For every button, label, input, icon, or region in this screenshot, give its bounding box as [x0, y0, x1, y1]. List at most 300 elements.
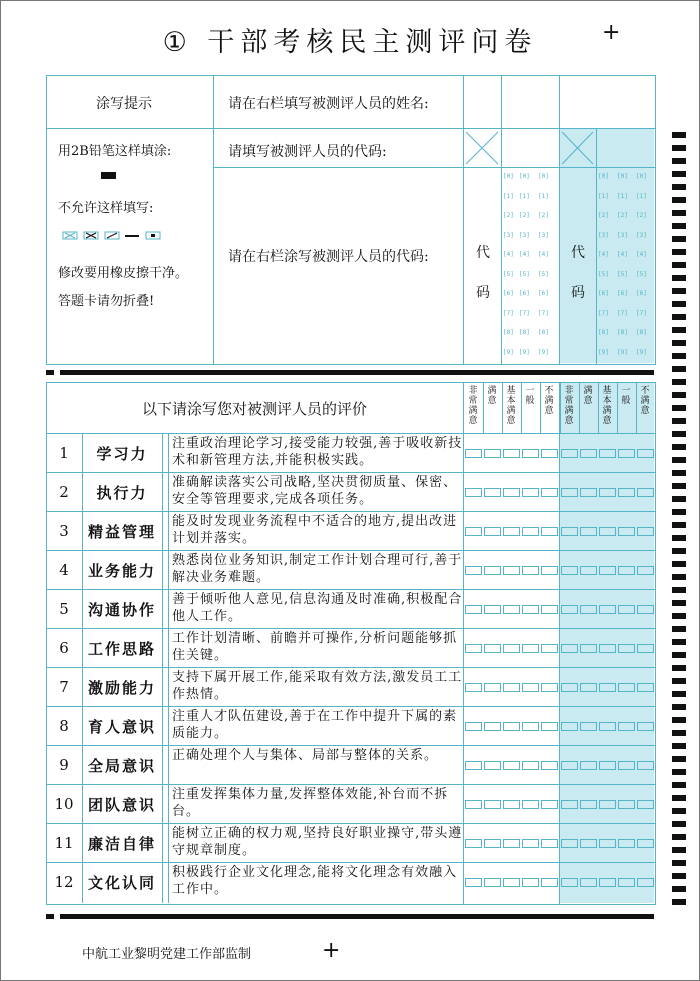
timing-mark — [672, 431, 686, 437]
timing-mark — [672, 353, 686, 359]
rating-bubble[interactable] — [637, 449, 654, 458]
rating-bubble[interactable] — [618, 527, 635, 536]
timing-mark — [672, 743, 686, 749]
rating-bubble[interactable] — [637, 527, 654, 536]
code-fill-prompt: 请在右栏涂写被测评人员的代码: — [228, 249, 429, 265]
code-bubble[interactable]: [2] — [636, 212, 647, 219]
code-bubble[interactable]: [5] — [519, 270, 530, 278]
rating-bubble[interactable] — [465, 761, 482, 770]
row-name-culture: 文化认同 — [87, 874, 156, 892]
code-bubble[interactable]: [6] — [598, 290, 609, 297]
row-name-lean-management: 精益管理 — [87, 523, 156, 541]
tip-fold: 答题卡请勿折叠! — [58, 294, 155, 309]
row-name-business: 业务能力 — [87, 562, 156, 580]
rating-bubble[interactable] — [580, 839, 597, 848]
rating-column-header: 一 般 — [525, 386, 535, 406]
code-bubble[interactable]: [0] — [538, 173, 549, 180]
rating-bubble[interactable] — [522, 644, 539, 653]
rating-bubble[interactable] — [541, 488, 558, 497]
rating-bubble[interactable] — [599, 839, 616, 848]
rating-bubble[interactable] — [561, 800, 578, 809]
row-number: 3 — [59, 522, 69, 540]
rating-bubble[interactable] — [465, 878, 482, 887]
timing-mark — [672, 522, 686, 528]
row-name-motivation: 激励能力 — [87, 679, 156, 697]
timing-mark — [672, 236, 686, 242]
code-bubble[interactable]: [6] — [519, 290, 530, 297]
timing-mark — [672, 834, 686, 840]
timing-mark — [672, 509, 686, 515]
rating-bubble[interactable] — [503, 644, 520, 653]
code-bubble[interactable]: [1] — [503, 192, 514, 200]
rating-bubble[interactable] — [618, 605, 635, 614]
row-name-integrity: 廉洁自律 — [87, 835, 156, 853]
code-bubble[interactable]: [8] — [503, 329, 514, 336]
code-bubble[interactable]: [2] — [598, 212, 609, 219]
timing-mark — [672, 600, 686, 606]
rating-bubble[interactable] — [522, 722, 539, 731]
code-bubble[interactable]: [2] — [617, 212, 628, 219]
code-bubble[interactable]: [3] — [503, 231, 514, 239]
timing-mark — [672, 249, 686, 255]
registration-mark-top: + — [602, 20, 621, 45]
footer-text: 中航工业黎明党建工作部监制 — [82, 947, 252, 962]
timing-mark — [672, 782, 686, 788]
row-number: 10 — [54, 795, 74, 813]
row-number: 9 — [59, 756, 69, 774]
rating-bubble[interactable] — [465, 605, 482, 614]
rating-bubble[interactable] — [484, 449, 501, 458]
rating-bubble[interactable] — [484, 683, 501, 692]
code-bubble[interactable]: [8] — [598, 329, 609, 336]
wrong-marks-example — [62, 229, 172, 243]
rating-bubble[interactable] — [541, 683, 558, 692]
rating-bubble[interactable] — [580, 683, 597, 692]
code-bubble[interactable]: [9] — [636, 348, 647, 356]
code-bubble[interactable]: [8] — [519, 329, 530, 336]
rating-bubble[interactable] — [618, 683, 635, 692]
tips-header: 涂写提示 — [96, 96, 152, 112]
rating-bubble[interactable] — [522, 488, 539, 497]
rating-bubble[interactable] — [541, 605, 558, 614]
rating-bubble[interactable] — [637, 683, 654, 692]
rating-bubble[interactable] — [541, 566, 558, 575]
rating-bubble[interactable] — [637, 878, 654, 887]
rating-bubble[interactable] — [522, 566, 539, 575]
rating-bubble[interactable] — [465, 488, 482, 497]
rating-bubble[interactable] — [580, 566, 597, 575]
rating-bubble[interactable] — [618, 878, 635, 887]
rating-bubble[interactable] — [522, 449, 539, 458]
code-bubble[interactable]: [6] — [503, 290, 514, 297]
rating-bubble[interactable] — [561, 761, 578, 770]
rating-bubble[interactable] — [465, 683, 482, 692]
row-number: 11 — [54, 834, 74, 852]
rating-bubble[interactable] — [503, 878, 520, 887]
code-bubble[interactable]: [5] — [598, 270, 609, 278]
code-bubble[interactable]: [8] — [636, 329, 647, 336]
code-bubble[interactable]: [5] — [617, 270, 628, 278]
row-desc-integrity: 能树立正确的权力观,坚持良好职业操守,带头遵守规章制度。 — [172, 826, 463, 858]
rating-column-header: 基 本 满 意 — [602, 386, 612, 426]
row-number: 7 — [59, 678, 69, 696]
code-bubble[interactable]: [5] — [636, 270, 647, 278]
rating-bubble[interactable] — [599, 761, 616, 770]
rating-bubble[interactable] — [637, 800, 654, 809]
code-bubble[interactable]: [6] — [636, 290, 647, 297]
row-name-execution: 执行力 — [96, 484, 148, 502]
timing-mark — [672, 158, 686, 164]
rating-column-header: 满 意 — [583, 386, 593, 406]
timing-mark — [672, 314, 686, 320]
code-bubble[interactable]: [6] — [538, 290, 549, 297]
timing-mark — [672, 132, 686, 138]
row-number: 4 — [59, 561, 69, 579]
rating-bubble[interactable] — [599, 644, 616, 653]
timing-mark — [672, 613, 686, 619]
tip-pencil: 用2B铅笔这样填涂: — [58, 144, 172, 159]
code-bubble[interactable]: [2] — [503, 212, 514, 219]
timing-mark — [672, 483, 686, 489]
timing-mark — [672, 457, 686, 463]
rating-bubble[interactable] — [599, 878, 616, 887]
rating-bubble[interactable] — [522, 683, 539, 692]
rating-bubble[interactable] — [541, 644, 558, 653]
rating-bubble[interactable] — [541, 449, 558, 458]
rating-bubble[interactable] — [637, 644, 654, 653]
rating-bubble[interactable] — [618, 566, 635, 575]
timing-mark — [672, 665, 686, 671]
timing-mark — [672, 535, 686, 541]
code-bubble[interactable]: [4] — [636, 251, 647, 258]
code-bubble[interactable]: [7] — [519, 309, 530, 317]
rating-bubble[interactable] — [599, 605, 616, 614]
rating-bubble[interactable] — [541, 527, 558, 536]
code-cross-box-1 — [463, 129, 501, 167]
rating-bubble[interactable] — [580, 800, 597, 809]
timing-mark — [672, 444, 686, 450]
rating-bubble[interactable] — [618, 449, 635, 458]
code-bubble[interactable]: [9] — [598, 348, 609, 356]
timing-mark — [672, 288, 686, 294]
name-prompt: 请在右栏填写被测评人员的姓名: — [228, 96, 429, 112]
timing-mark — [672, 730, 686, 736]
rating-bubble[interactable] — [561, 839, 578, 848]
timing-mark — [672, 652, 686, 658]
timing-mark — [672, 327, 686, 333]
timing-mark — [672, 197, 686, 203]
code-bubble[interactable]: [7] — [598, 309, 609, 317]
code-bubble[interactable]: [4] — [503, 251, 514, 258]
code-bubble[interactable]: [0] — [519, 173, 530, 180]
row-desc-communication: 善于倾听他人意见,信息沟通及时准确,积极配合他人工作。 — [172, 592, 463, 624]
timing-mark — [672, 678, 686, 684]
code-bubble[interactable]: [5] — [538, 270, 549, 278]
row-name-work-approach: 工作思路 — [87, 640, 156, 658]
rating-bubble[interactable] — [599, 800, 616, 809]
row-number: 2 — [59, 483, 69, 501]
code-bubble[interactable]: [4] — [617, 251, 628, 258]
timing-mark — [672, 899, 686, 905]
timing-mark — [672, 808, 686, 814]
row-desc-study: 注重政治理论学习,接受能力较强,善于吸收新技术和新管理方法,并能积极实践。 — [172, 436, 463, 468]
rating-bubble[interactable] — [503, 839, 520, 848]
rating-column-header: 基 本 满 意 — [506, 386, 516, 426]
rating-bubble[interactable] — [484, 878, 501, 887]
rating-bubble[interactable] — [484, 800, 501, 809]
timing-mark — [672, 496, 686, 502]
rating-bubble[interactable] — [541, 878, 558, 887]
code-bubble[interactable]: [9] — [538, 348, 549, 356]
rating-bubble[interactable] — [618, 644, 635, 653]
code-prompt: 请填写被测评人员的代码: — [228, 144, 387, 160]
code-bubble[interactable]: [9] — [519, 348, 530, 356]
timing-mark — [672, 275, 686, 281]
row-number: 5 — [59, 600, 69, 618]
separator-bar-top — [46, 370, 654, 376]
timing-mark — [672, 301, 686, 307]
rating-bubble[interactable] — [522, 605, 539, 614]
timing-mark — [672, 587, 686, 593]
rating-bubble[interactable] — [522, 527, 539, 536]
timing-mark — [672, 145, 686, 151]
rating-bubble[interactable] — [503, 605, 520, 614]
rating-bubble[interactable] — [561, 878, 578, 887]
rating-bubble[interactable] — [503, 527, 520, 536]
rating-bubble[interactable] — [618, 761, 635, 770]
code-bubble[interactable]: [0] — [598, 173, 609, 180]
rating-column-header: 不 满 意 — [640, 386, 650, 416]
registration-mark-bottom: + — [322, 938, 341, 963]
timing-mark — [672, 262, 686, 268]
rating-bubble[interactable] — [580, 878, 597, 887]
code-bubble[interactable]: [1] — [598, 192, 609, 200]
timing-mark — [672, 769, 686, 775]
row-number: 6 — [59, 639, 69, 657]
rating-bubble[interactable] — [561, 644, 578, 653]
timing-mark — [672, 717, 686, 723]
rating-bubble[interactable] — [637, 839, 654, 848]
code-bubble[interactable]: [4] — [519, 251, 530, 258]
code-bubble[interactable]: [1] — [636, 192, 647, 200]
rating-bubble[interactable] — [561, 488, 578, 497]
timing-mark — [672, 392, 686, 398]
rating-bubble[interactable] — [503, 449, 520, 458]
rating-bubble[interactable] — [580, 761, 597, 770]
timing-mark — [672, 847, 686, 853]
code-bubble[interactable]: [1] — [538, 192, 549, 200]
timing-mark — [672, 860, 686, 866]
rating-bubble[interactable] — [484, 761, 501, 770]
rating-bubble[interactable] — [484, 644, 501, 653]
code-bubble[interactable]: [8] — [617, 329, 628, 336]
code-bubble[interactable]: [7] — [636, 309, 647, 317]
code-bubble[interactable]: [1] — [617, 192, 628, 200]
rating-bubble[interactable] — [561, 722, 578, 731]
rating-bubble[interactable] — [580, 644, 597, 653]
row-number: 12 — [54, 873, 74, 891]
row-name-overall: 全局意识 — [87, 757, 156, 775]
rating-bubble[interactable] — [580, 722, 597, 731]
code-label-2: 代 码 — [571, 245, 585, 301]
tip-erase: 修改要用橡皮擦干净。 — [58, 266, 189, 281]
timing-mark — [672, 418, 686, 424]
rating-bubble[interactable] — [465, 527, 482, 536]
rating-bubble[interactable] — [561, 683, 578, 692]
code-bubble[interactable]: [2] — [538, 212, 549, 219]
separator-bar-bottom — [46, 914, 654, 920]
rating-bubble[interactable] — [503, 722, 520, 731]
rating-bubble[interactable] — [637, 761, 654, 770]
code-bubble[interactable]: [7] — [617, 309, 628, 317]
rating-bubble[interactable] — [465, 566, 482, 575]
code-bubble[interactable]: [5] — [503, 270, 514, 278]
timing-mark — [672, 171, 686, 177]
rating-bubble[interactable] — [599, 527, 616, 536]
row-name-study: 学习力 — [96, 445, 148, 463]
row-number: 8 — [59, 717, 69, 735]
rating-bubble[interactable] — [503, 566, 520, 575]
rating-bubble[interactable] — [503, 761, 520, 770]
rating-bubble[interactable] — [637, 605, 654, 614]
row-desc-overall: 正确处理个人与集体、局部与整体的关系。 — [172, 748, 439, 763]
rating-column-header: 不 满 意 — [544, 386, 554, 416]
timing-mark — [672, 691, 686, 697]
rating-column-header: 非 常 满 意 — [468, 386, 478, 426]
rating-bubble[interactable] — [503, 800, 520, 809]
timing-mark — [672, 574, 686, 580]
timing-mark — [672, 886, 686, 892]
rating-bubble[interactable] — [522, 878, 539, 887]
row-desc-team: 注重发挥集体力量,发挥整体效能,补台而不拆台。 — [172, 787, 449, 819]
rating-bubble[interactable] — [637, 722, 654, 731]
rating-bubble[interactable] — [599, 449, 616, 458]
code-bubble[interactable]: [9] — [503, 348, 514, 356]
timing-mark — [672, 639, 686, 645]
rating-bubble[interactable] — [484, 488, 501, 497]
timing-mark — [672, 873, 686, 879]
rating-shade-area — [559, 383, 654, 903]
row-name-communication: 沟通协作 — [87, 601, 156, 619]
code-bubble[interactable]: [7] — [538, 309, 549, 317]
rating-column-header: 满 意 — [487, 386, 497, 406]
timing-mark — [672, 548, 686, 554]
rating-bubble[interactable] — [561, 566, 578, 575]
rating-bubble[interactable] — [618, 488, 635, 497]
code-bubble[interactable]: [3] — [519, 231, 530, 239]
timing-mark — [672, 405, 686, 411]
code-cross-box-2 — [559, 129, 596, 167]
rating-bubble[interactable] — [561, 605, 578, 614]
code-bubble[interactable]: [3] — [617, 231, 628, 239]
rating-bubble[interactable] — [599, 488, 616, 497]
timing-mark — [672, 626, 686, 632]
row-number: 1 — [59, 444, 69, 462]
rating-bubble[interactable] — [599, 566, 616, 575]
rating-bubble[interactable] — [484, 527, 501, 536]
code-bubble[interactable]: [7] — [503, 309, 514, 317]
rating-bubble[interactable] — [599, 722, 616, 731]
row-name-talent: 育人意识 — [87, 718, 156, 736]
rating-bubble[interactable] — [503, 683, 520, 692]
rating-bubble[interactable] — [503, 488, 520, 497]
rating-bubble[interactable] — [618, 722, 635, 731]
code-bubble[interactable]: [0] — [636, 173, 647, 180]
code-bubble[interactable]: [8] — [538, 329, 549, 336]
timing-mark — [672, 821, 686, 827]
rating-bubble[interactable] — [465, 722, 482, 731]
code-bubble[interactable]: [6] — [617, 290, 628, 297]
rating-bubble[interactable] — [618, 839, 635, 848]
tip-not-allowed: 不允许这样填写: — [58, 201, 154, 216]
timing-mark — [672, 366, 686, 372]
rating-bubble[interactable] — [561, 449, 578, 458]
page-title: ① 干部考核民主测评问卷 — [162, 27, 538, 58]
code-bubble[interactable]: [2] — [519, 212, 530, 219]
rating-bubble[interactable] — [522, 839, 539, 848]
rating-bubble[interactable] — [580, 449, 597, 458]
timing-mark — [672, 223, 686, 229]
rating-bubble[interactable] — [561, 527, 578, 536]
rating-bubble[interactable] — [484, 566, 501, 575]
timing-mark — [672, 561, 686, 567]
rating-bubble[interactable] — [580, 488, 597, 497]
timing-mark — [672, 756, 686, 762]
eval-header: 以下请涂写您对被测评人员的评价 — [141, 400, 367, 418]
rating-bubble[interactable] — [484, 722, 501, 731]
rating-bubble[interactable] — [465, 839, 482, 848]
timing-mark — [672, 340, 686, 346]
timing-mark — [672, 210, 686, 216]
rating-column-header: 一 般 — [621, 386, 631, 406]
rating-bubble[interactable] — [465, 800, 482, 809]
row-desc-execution: 准确解读落实公司战略,坚决贯彻质量、保密、安全等管理要求,完成各项任务。 — [172, 475, 458, 507]
row-desc-motivation: 支持下属开展工作,能采取有效方法,激发员工工作热情。 — [172, 670, 463, 702]
rating-bubble[interactable] — [580, 527, 597, 536]
code-bubble[interactable]: [3] — [636, 231, 647, 239]
rating-column-header: 非 常 满 意 — [564, 386, 574, 426]
code-bubble[interactable]: [0] — [503, 173, 514, 180]
rating-bubble[interactable] — [484, 839, 501, 848]
rating-bubble[interactable] — [541, 761, 558, 770]
rating-bubble[interactable] — [541, 722, 558, 731]
rating-bubble[interactable] — [541, 839, 558, 848]
rating-bubble[interactable] — [618, 800, 635, 809]
rating-bubble[interactable] — [465, 449, 482, 458]
code-bubble[interactable]: [1] — [519, 192, 530, 200]
filled-mark-example — [101, 172, 116, 179]
rating-bubble[interactable] — [465, 644, 482, 653]
code-bubble[interactable]: [3] — [598, 231, 609, 239]
code-bubble[interactable]: [0] — [617, 173, 628, 180]
code-bubble[interactable]: [9] — [617, 348, 628, 356]
timing-mark — [672, 379, 686, 385]
rating-bubble[interactable] — [484, 605, 501, 614]
rating-bubble[interactable] — [637, 488, 654, 497]
timing-mark — [672, 704, 686, 710]
code-bubble[interactable]: [4] — [538, 251, 549, 258]
rating-bubble[interactable] — [580, 605, 597, 614]
rating-bubble[interactable] — [599, 683, 616, 692]
row-desc-lean-management: 能及时发现业务流程中不适合的地方,提出改进计划并落实。 — [172, 514, 458, 546]
code-bubble[interactable]: [3] — [538, 231, 549, 239]
rating-bubble[interactable] — [522, 761, 539, 770]
rating-bubble[interactable] — [522, 800, 539, 809]
rating-bubble[interactable] — [637, 566, 654, 575]
rating-bubble[interactable] — [541, 800, 558, 809]
row-name-team: 团队意识 — [87, 796, 156, 814]
code-bubble[interactable]: [4] — [598, 251, 609, 258]
